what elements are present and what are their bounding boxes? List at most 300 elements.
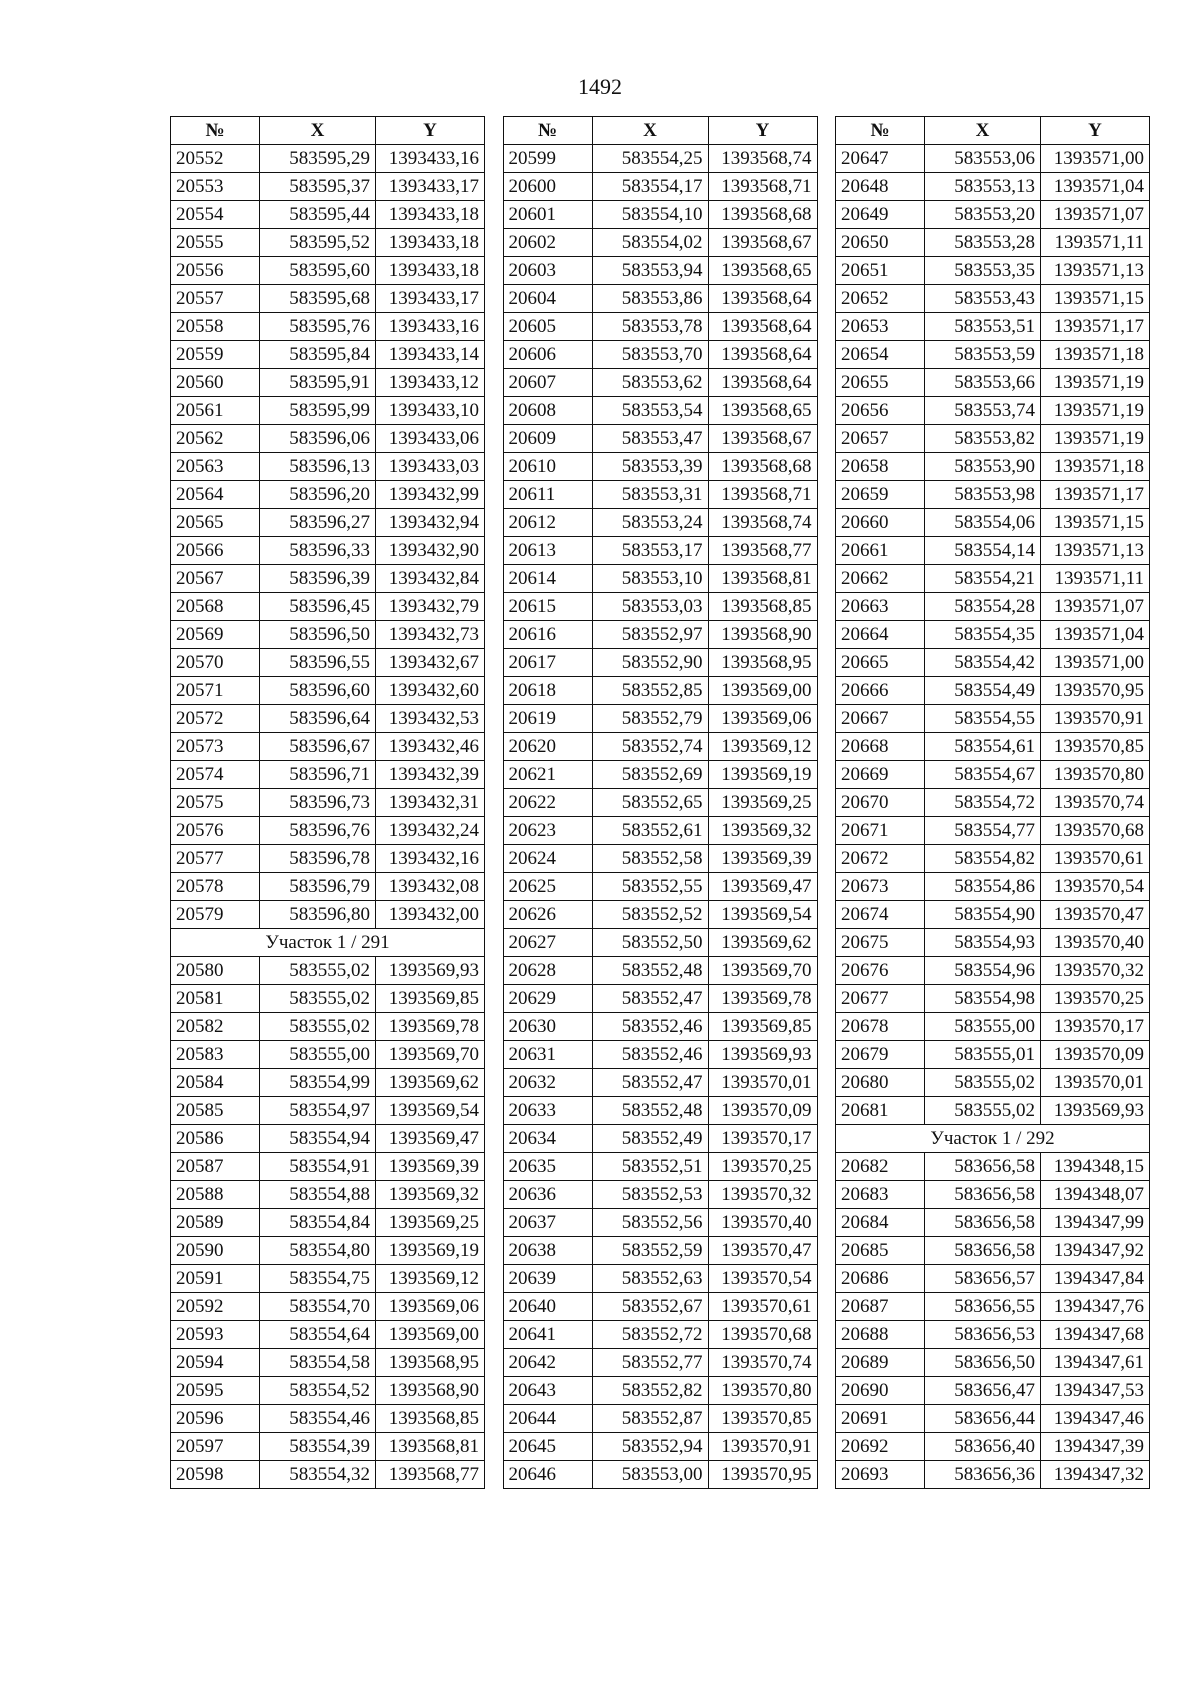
x-coordinate-cell: 583554,91	[260, 1153, 376, 1181]
y-coordinate-cell: 1393570,61	[1041, 845, 1150, 873]
table-row	[836, 1433, 1150, 1461]
y-coordinate-cell: 1393432,00	[376, 901, 485, 929]
point-number-cell: 20670	[836, 789, 925, 817]
table-row	[503, 1013, 817, 1041]
x-coordinate-cell: 583554,55	[925, 705, 1041, 733]
point-number-cell: 20617	[503, 649, 592, 677]
table-row	[503, 369, 817, 397]
point-number-cell: 20609	[503, 425, 592, 453]
y-coordinate-cell: 1393432,08	[376, 873, 485, 901]
x-coordinate-cell: 583554,35	[925, 621, 1041, 649]
point-number-cell: 20619	[503, 705, 592, 733]
point-number-cell: 20591	[171, 1265, 260, 1293]
table-row	[503, 145, 817, 173]
y-coordinate-cell: 1393569,93	[1041, 1097, 1150, 1125]
x-coordinate-cell: 583552,87	[592, 1405, 708, 1433]
x-coordinate-cell: 583554,72	[925, 789, 1041, 817]
y-coordinate-cell: 1393569,54	[708, 901, 817, 929]
x-coordinate-cell: 583555,00	[260, 1041, 376, 1069]
y-coordinate-cell: 1393569,06	[376, 1293, 485, 1321]
point-number-cell: 20666	[836, 677, 925, 705]
x-coordinate-cell: 583595,60	[260, 257, 376, 285]
y-coordinate-cell: 1393569,32	[708, 817, 817, 845]
x-coordinate-cell: 583554,61	[925, 733, 1041, 761]
table-row	[503, 621, 817, 649]
y-coordinate-cell: 1394347,76	[1041, 1293, 1150, 1321]
y-coordinate-cell: 1393571,07	[1041, 201, 1150, 229]
y-coordinate-cell: 1393570,32	[708, 1181, 817, 1209]
table-row	[171, 985, 485, 1013]
table-header-row	[171, 117, 485, 145]
table-row	[171, 285, 485, 313]
y-coordinate-cell: 1393568,71	[708, 173, 817, 201]
y-coordinate-cell: 1393568,64	[708, 369, 817, 397]
table-row	[503, 1265, 817, 1293]
x-coordinate-cell: 583596,76	[260, 817, 376, 845]
y-coordinate-cell: 1393568,64	[708, 341, 817, 369]
table-row	[503, 873, 817, 901]
x-coordinate-cell: 583656,58	[925, 1237, 1041, 1265]
table-row	[836, 1209, 1150, 1237]
y-coordinate-cell: 1393570,01	[708, 1069, 817, 1097]
page-number: 1492	[578, 74, 622, 99]
y-coordinate-cell: 1393568,77	[708, 537, 817, 565]
x-coordinate-cell: 583553,43	[925, 285, 1041, 313]
x-coordinate-cell: 583596,33	[260, 537, 376, 565]
x-coordinate-cell: 583552,61	[592, 817, 708, 845]
y-coordinate-cell: 1393569,06	[708, 705, 817, 733]
table-row	[171, 537, 485, 565]
x-coordinate-cell: 583595,68	[260, 285, 376, 313]
point-number-cell: 20640	[503, 1293, 592, 1321]
x-coordinate-cell: 583656,58	[925, 1153, 1041, 1181]
y-coordinate-cell: 1393568,68	[708, 201, 817, 229]
point-number-cell: 20664	[836, 621, 925, 649]
point-number-cell: 20583	[171, 1041, 260, 1069]
table-row	[171, 593, 485, 621]
y-coordinate-cell: 1393571,15	[1041, 509, 1150, 537]
y-coordinate-cell: 1393569,19	[376, 1237, 485, 1265]
x-coordinate-cell: 583553,90	[925, 453, 1041, 481]
y-coordinate-cell: 1393571,11	[1041, 565, 1150, 593]
y-coordinate-cell: 1393569,25	[376, 1209, 485, 1237]
header-number: №	[503, 117, 592, 145]
y-coordinate-cell: 1393569,85	[708, 1013, 817, 1041]
point-number-cell: 20589	[171, 1209, 260, 1237]
table-row	[836, 397, 1150, 425]
x-coordinate-cell: 583554,14	[925, 537, 1041, 565]
x-coordinate-cell: 583555,02	[925, 1069, 1041, 1097]
table-row	[503, 901, 817, 929]
x-coordinate-cell: 583656,47	[925, 1377, 1041, 1405]
x-coordinate-cell: 583554,84	[260, 1209, 376, 1237]
y-coordinate-cell: 1393568,77	[376, 1461, 485, 1489]
y-coordinate-cell: 1393570,09	[1041, 1041, 1150, 1069]
x-coordinate-cell: 583595,84	[260, 341, 376, 369]
point-number-cell: 20560	[171, 369, 260, 397]
table-row	[836, 845, 1150, 873]
point-number-cell: 20565	[171, 509, 260, 537]
y-coordinate-cell: 1393568,65	[708, 257, 817, 285]
point-number-cell: 20605	[503, 313, 592, 341]
point-number-cell: 20641	[503, 1321, 592, 1349]
point-number-cell: 20587	[171, 1153, 260, 1181]
x-coordinate-cell: 583552,97	[592, 621, 708, 649]
x-coordinate-cell: 583656,53	[925, 1321, 1041, 1349]
table-row	[503, 593, 817, 621]
y-coordinate-cell: 1393571,18	[1041, 453, 1150, 481]
point-number-cell: 20557	[171, 285, 260, 313]
table-row	[836, 1293, 1150, 1321]
y-coordinate-cell: 1393570,25	[1041, 985, 1150, 1013]
point-number-cell: 20642	[503, 1349, 592, 1377]
x-coordinate-cell: 583596,55	[260, 649, 376, 677]
table-row	[171, 1405, 485, 1433]
x-coordinate-cell: 583596,13	[260, 453, 376, 481]
x-coordinate-cell: 583554,64	[260, 1321, 376, 1349]
table-row	[503, 537, 817, 565]
point-number-cell: 20564	[171, 481, 260, 509]
point-number-cell: 20616	[503, 621, 592, 649]
x-coordinate-cell: 583553,20	[925, 201, 1041, 229]
table-row	[171, 621, 485, 649]
point-number-cell: 20603	[503, 257, 592, 285]
x-coordinate-cell: 583552,50	[592, 929, 708, 957]
point-number-cell: 20665	[836, 649, 925, 677]
y-coordinate-cell: 1393432,99	[376, 481, 485, 509]
table-row	[171, 565, 485, 593]
table-row	[171, 761, 485, 789]
y-coordinate-cell: 1393571,19	[1041, 397, 1150, 425]
y-coordinate-cell: 1394347,32	[1041, 1461, 1150, 1489]
point-number-cell: 20649	[836, 201, 925, 229]
y-coordinate-cell: 1393432,24	[376, 817, 485, 845]
point-number-cell: 20684	[836, 1209, 925, 1237]
y-coordinate-cell: 1393571,11	[1041, 229, 1150, 257]
table-row	[503, 1405, 817, 1433]
y-coordinate-cell: 1393570,01	[1041, 1069, 1150, 1097]
y-coordinate-cell: 1393571,07	[1041, 593, 1150, 621]
table-row	[503, 929, 817, 957]
x-coordinate-cell: 583552,58	[592, 845, 708, 873]
x-coordinate-cell: 583596,79	[260, 873, 376, 901]
point-number-cell: 20571	[171, 677, 260, 705]
table-row	[836, 817, 1150, 845]
y-coordinate-cell: 1393570,80	[1041, 761, 1150, 789]
table-row	[836, 733, 1150, 761]
y-coordinate-cell: 1393570,68	[708, 1321, 817, 1349]
y-coordinate-cell: 1393569,32	[376, 1181, 485, 1209]
x-coordinate-cell: 583595,44	[260, 201, 376, 229]
table-row	[171, 425, 485, 453]
x-coordinate-cell: 583554,86	[925, 873, 1041, 901]
x-coordinate-cell: 583553,24	[592, 509, 708, 537]
table-row	[171, 1321, 485, 1349]
y-coordinate-cell: 1393569,00	[376, 1321, 485, 1349]
section-row	[171, 929, 485, 957]
table-row	[836, 985, 1150, 1013]
table-row	[171, 1349, 485, 1377]
x-coordinate-cell: 583552,51	[592, 1153, 708, 1181]
y-coordinate-cell: 1394348,07	[1041, 1181, 1150, 1209]
y-coordinate-cell: 1393570,95	[1041, 677, 1150, 705]
x-coordinate-cell: 583552,77	[592, 1349, 708, 1377]
x-coordinate-cell: 583554,52	[260, 1377, 376, 1405]
point-number-cell: 20623	[503, 817, 592, 845]
point-number-cell: 20570	[171, 649, 260, 677]
y-coordinate-cell: 1393432,16	[376, 845, 485, 873]
y-coordinate-cell: 1393433,16	[376, 145, 485, 173]
table-row	[836, 705, 1150, 733]
y-coordinate-cell: 1393571,18	[1041, 341, 1150, 369]
table-row	[171, 873, 485, 901]
point-number-cell: 20585	[171, 1097, 260, 1125]
x-coordinate-cell: 583554,46	[260, 1405, 376, 1433]
y-coordinate-cell: 1393432,73	[376, 621, 485, 649]
y-coordinate-cell: 1393570,74	[1041, 789, 1150, 817]
y-coordinate-cell: 1394347,46	[1041, 1405, 1150, 1433]
table-row	[171, 1433, 485, 1461]
x-coordinate-cell: 583553,13	[925, 173, 1041, 201]
point-number-cell: 20586	[171, 1125, 260, 1153]
table-row	[836, 565, 1150, 593]
x-coordinate-cell: 583552,72	[592, 1321, 708, 1349]
y-coordinate-cell: 1393433,16	[376, 313, 485, 341]
point-number-cell: 20650	[836, 229, 925, 257]
x-coordinate-cell: 583554,82	[925, 845, 1041, 873]
x-coordinate-cell: 583554,93	[925, 929, 1041, 957]
point-number-cell: 20610	[503, 453, 592, 481]
y-coordinate-cell: 1393571,00	[1041, 145, 1150, 173]
point-number-cell: 20630	[503, 1013, 592, 1041]
table-row	[503, 565, 817, 593]
y-coordinate-cell: 1393571,17	[1041, 481, 1150, 509]
x-coordinate-cell: 583554,75	[260, 1265, 376, 1293]
point-number-cell: 20633	[503, 1097, 592, 1125]
table-row	[503, 425, 817, 453]
y-coordinate-cell: 1393569,78	[376, 1013, 485, 1041]
y-coordinate-cell: 1393569,12	[376, 1265, 485, 1293]
table-row	[503, 1433, 817, 1461]
table-row	[836, 1041, 1150, 1069]
table-row	[836, 1153, 1150, 1181]
point-number-cell: 20608	[503, 397, 592, 425]
table-row	[503, 313, 817, 341]
x-coordinate-cell: 583554,88	[260, 1181, 376, 1209]
table-row	[171, 705, 485, 733]
point-number-cell: 20574	[171, 761, 260, 789]
y-coordinate-cell: 1393568,67	[708, 425, 817, 453]
point-number-cell: 20567	[171, 565, 260, 593]
y-coordinate-cell: 1393569,47	[376, 1125, 485, 1153]
table-row	[836, 649, 1150, 677]
point-number-cell: 20599	[503, 145, 592, 173]
x-coordinate-cell: 583553,74	[925, 397, 1041, 425]
x-coordinate-cell: 583553,28	[925, 229, 1041, 257]
y-coordinate-cell: 1393570,17	[1041, 1013, 1150, 1041]
point-number-cell: 20678	[836, 1013, 925, 1041]
y-coordinate-cell: 1394347,61	[1041, 1349, 1150, 1377]
table-row	[836, 1461, 1150, 1489]
x-coordinate-cell: 583555,02	[260, 985, 376, 1013]
point-number-cell: 20598	[171, 1461, 260, 1489]
table-row	[503, 285, 817, 313]
y-coordinate-cell: 1393432,53	[376, 705, 485, 733]
y-coordinate-cell: 1393571,19	[1041, 369, 1150, 397]
table-row	[836, 369, 1150, 397]
x-coordinate-cell: 583554,17	[592, 173, 708, 201]
x-coordinate-cell: 583554,58	[260, 1349, 376, 1377]
point-number-cell: 20581	[171, 985, 260, 1013]
point-number-cell: 20596	[171, 1405, 260, 1433]
point-number-cell: 20631	[503, 1041, 592, 1069]
point-number-cell: 20671	[836, 817, 925, 845]
x-coordinate-cell: 583656,55	[925, 1293, 1041, 1321]
y-coordinate-cell: 1393433,14	[376, 341, 485, 369]
point-number-cell: 20651	[836, 257, 925, 285]
y-coordinate-cell: 1394347,39	[1041, 1433, 1150, 1461]
point-number-cell: 20646	[503, 1461, 592, 1489]
table-row	[503, 817, 817, 845]
point-number-cell: 20562	[171, 425, 260, 453]
point-number-cell: 20685	[836, 1237, 925, 1265]
table-row	[836, 901, 1150, 929]
y-coordinate-cell: 1393570,74	[708, 1349, 817, 1377]
y-coordinate-cell: 1393568,95	[376, 1349, 485, 1377]
point-number-cell: 20561	[171, 397, 260, 425]
y-coordinate-cell: 1393571,04	[1041, 173, 1150, 201]
y-coordinate-cell: 1393568,74	[708, 145, 817, 173]
y-coordinate-cell: 1393569,12	[708, 733, 817, 761]
point-number-cell: 20553	[171, 173, 260, 201]
table-row	[171, 649, 485, 677]
y-coordinate-cell: 1393432,79	[376, 593, 485, 621]
point-number-cell: 20552	[171, 145, 260, 173]
point-number-cell: 20669	[836, 761, 925, 789]
table-row	[171, 1153, 485, 1181]
x-coordinate-cell: 583553,78	[592, 313, 708, 341]
x-coordinate-cell: 583596,06	[260, 425, 376, 453]
x-coordinate-cell: 583552,52	[592, 901, 708, 929]
point-number-cell: 20629	[503, 985, 592, 1013]
point-number-cell: 20686	[836, 1265, 925, 1293]
point-number-cell: 20637	[503, 1209, 592, 1237]
point-number-cell: 20601	[503, 201, 592, 229]
table-row	[171, 481, 485, 509]
point-number-cell: 20577	[171, 845, 260, 873]
x-coordinate-cell: 583554,67	[925, 761, 1041, 789]
y-coordinate-cell: 1393433,17	[376, 285, 485, 313]
x-coordinate-cell: 583552,74	[592, 733, 708, 761]
x-coordinate-cell: 583656,58	[925, 1181, 1041, 1209]
point-number-cell: 20594	[171, 1349, 260, 1377]
table-row	[171, 1069, 485, 1097]
x-coordinate-cell: 583596,64	[260, 705, 376, 733]
x-coordinate-cell: 583552,79	[592, 705, 708, 733]
y-coordinate-cell: 1393571,15	[1041, 285, 1150, 313]
y-coordinate-cell: 1393432,31	[376, 789, 485, 817]
table-row	[836, 313, 1150, 341]
table-row	[836, 201, 1150, 229]
point-number-cell: 20593	[171, 1321, 260, 1349]
point-number-cell: 20689	[836, 1349, 925, 1377]
x-coordinate-cell: 583552,56	[592, 1209, 708, 1237]
header-y: Y	[376, 117, 485, 145]
point-number-cell: 20688	[836, 1321, 925, 1349]
point-number-cell: 20558	[171, 313, 260, 341]
x-coordinate-cell: 583552,94	[592, 1433, 708, 1461]
table-row	[836, 1097, 1150, 1125]
table-row	[171, 173, 485, 201]
y-coordinate-cell: 1393568,85	[708, 593, 817, 621]
point-number-cell: 20595	[171, 1377, 260, 1405]
point-number-cell: 20645	[503, 1433, 592, 1461]
table-row	[503, 677, 817, 705]
x-coordinate-cell: 583596,71	[260, 761, 376, 789]
point-number-cell: 20667	[836, 705, 925, 733]
table-row	[503, 509, 817, 537]
point-number-cell: 20660	[836, 509, 925, 537]
section-label: Участок 1 / 291	[171, 929, 485, 957]
y-coordinate-cell: 1393571,13	[1041, 257, 1150, 285]
table-row	[171, 1041, 485, 1069]
y-coordinate-cell: 1393433,06	[376, 425, 485, 453]
x-coordinate-cell: 583553,39	[592, 453, 708, 481]
x-coordinate-cell: 583595,37	[260, 173, 376, 201]
point-number-cell: 20643	[503, 1377, 592, 1405]
y-coordinate-cell: 1393570,85	[1041, 733, 1150, 761]
x-coordinate-cell: 583656,44	[925, 1405, 1041, 1433]
table-row	[836, 929, 1150, 957]
coordinate-table-3	[835, 116, 1150, 1489]
table-row	[503, 1069, 817, 1097]
point-number-cell: 20662	[836, 565, 925, 593]
x-coordinate-cell: 583553,62	[592, 369, 708, 397]
point-number-cell: 20597	[171, 1433, 260, 1461]
table-row	[836, 677, 1150, 705]
x-coordinate-cell: 583596,73	[260, 789, 376, 817]
y-coordinate-cell: 1393570,47	[708, 1237, 817, 1265]
point-number-cell: 20611	[503, 481, 592, 509]
x-coordinate-cell: 583552,55	[592, 873, 708, 901]
point-number-cell: 20620	[503, 733, 592, 761]
x-coordinate-cell: 583552,48	[592, 957, 708, 985]
table-row	[171, 1209, 485, 1237]
point-number-cell: 20600	[503, 173, 592, 201]
point-number-cell: 20602	[503, 229, 592, 257]
table-row	[171, 789, 485, 817]
y-coordinate-cell: 1393570,40	[708, 1209, 817, 1237]
header-x: X	[925, 117, 1041, 145]
table-row	[503, 1321, 817, 1349]
section-label: Участок 1 / 292	[836, 1125, 1150, 1153]
table-row	[836, 957, 1150, 985]
table-row	[503, 1461, 817, 1489]
point-number-cell: 20679	[836, 1041, 925, 1069]
y-coordinate-cell: 1393569,25	[708, 789, 817, 817]
point-number-cell: 20582	[171, 1013, 260, 1041]
point-number-cell: 20584	[171, 1069, 260, 1097]
table-row	[836, 621, 1150, 649]
y-coordinate-cell: 1393569,00	[708, 677, 817, 705]
table-row	[836, 425, 1150, 453]
point-number-cell: 20657	[836, 425, 925, 453]
x-coordinate-cell: 583596,39	[260, 565, 376, 593]
table-row	[503, 341, 817, 369]
x-coordinate-cell: 583555,02	[925, 1097, 1041, 1125]
point-number-cell: 20648	[836, 173, 925, 201]
table-row	[503, 397, 817, 425]
